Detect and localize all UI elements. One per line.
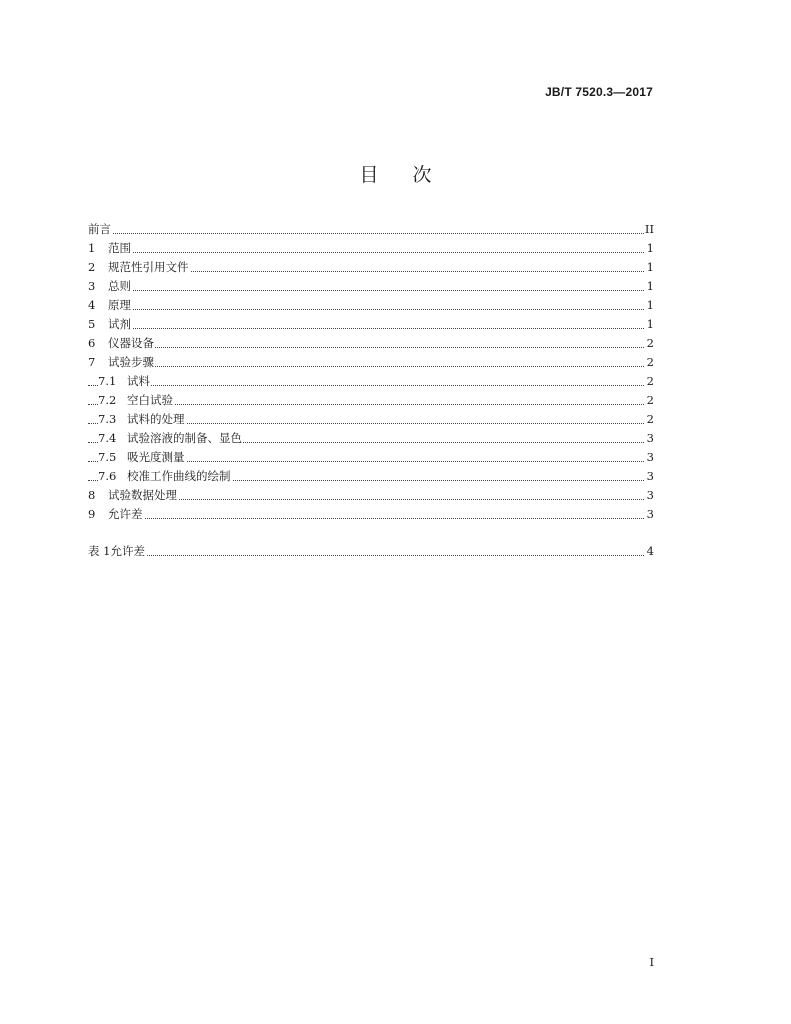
dot-leader [88, 233, 644, 234]
toc-entry-7-1[interactable] [88, 372, 654, 391]
toc-entry-label [88, 239, 132, 258]
dot-leader [88, 366, 644, 367]
standard-code: JB/T 7520.3—2017 [545, 85, 653, 99]
toc-entry-number: 7 [88, 355, 96, 369]
toc-entry-7-5[interactable] [88, 448, 654, 467]
toc-entry-3[interactable] [88, 277, 654, 296]
toc-entry-number: 表 1 [88, 544, 111, 558]
footer-page-number: I [649, 955, 654, 969]
toc-entry-text: 试验数据处理 [108, 488, 177, 502]
toc-entry-number: 7.5 [98, 450, 117, 464]
toc-entry-number: 3 [88, 279, 96, 293]
toc-entry-page: 1 [646, 296, 654, 315]
toc-entry-text: 试料的处理 [127, 412, 185, 426]
toc-entry-text: 试剂 [108, 317, 131, 331]
toc-entry-1[interactable] [88, 239, 654, 258]
toc-entry-number: 7.6 [98, 469, 117, 483]
toc-entry-number: 9 [88, 507, 96, 521]
toc-entry-page: 1 [646, 239, 654, 258]
toc-entry-text: 允许差 [110, 544, 145, 558]
toc-entry-text: 空白试验 [127, 393, 173, 407]
toc-entry-label [88, 542, 146, 561]
toc-entry-7-6[interactable] [88, 467, 654, 486]
toc-entry-text: 试料 [127, 374, 150, 388]
toc-entry-7[interactable] [88, 353, 654, 372]
dot-leader [88, 518, 644, 519]
toc-title [0, 160, 791, 187]
toc-entry-label [98, 391, 174, 410]
toc-entry-page: 3 [646, 486, 654, 505]
toc-entry-page: 4 [646, 542, 654, 561]
dot-leader [88, 328, 644, 329]
toc-entry-page: 3 [646, 429, 654, 448]
toc-entry-label [88, 486, 178, 505]
toc-entry-label [88, 277, 132, 296]
toc-entry-page: 3 [646, 505, 654, 524]
toc-entry-page: 1 [646, 277, 654, 296]
dot-leader [88, 385, 644, 386]
toc-entry-number: 7.1 [98, 374, 117, 388]
dot-leader [88, 347, 644, 348]
toc-entry-label [88, 220, 112, 239]
toc-entry-text: 试验步骤 [108, 355, 154, 369]
toc-entry-5[interactable] [88, 315, 654, 334]
toc-entry-text: 试验溶液的制备、显色 [127, 431, 242, 445]
toc-entry-text: 吸光度测量 [127, 450, 185, 464]
toc-entry-text: 原理 [108, 298, 131, 312]
toc-entry-label [88, 505, 144, 524]
toc-entry-label [88, 315, 132, 334]
table-of-contents [88, 220, 654, 561]
toc-entry-number: 7.3 [98, 412, 117, 426]
toc-entry-text: 规范性引用文件 [108, 260, 189, 274]
toc-entry-label [88, 258, 190, 277]
toc-entry-6[interactable] [88, 334, 654, 353]
toc-entry-foreword[interactable] [88, 220, 654, 239]
toc-entry-2[interactable] [88, 258, 654, 277]
toc-entry-text: 校准工作曲线的绘制 [127, 469, 231, 483]
toc-entry-4[interactable] [88, 296, 654, 315]
toc-entry-7-3[interactable] [88, 410, 654, 429]
toc-entry-page: 3 [646, 448, 654, 467]
toc-entry-7-4[interactable] [88, 429, 654, 448]
toc-entry-label [98, 429, 243, 448]
toc-entry-number: 1 [88, 241, 96, 255]
toc-entry-text: 前言 [88, 222, 111, 236]
dot-leader [88, 252, 644, 253]
toc-entry-number: 2 [88, 260, 96, 274]
toc-entry-label [98, 448, 186, 467]
dot-leader [88, 309, 644, 310]
toc-entry-number: 4 [88, 298, 96, 312]
toc-title-right: 次 [412, 164, 432, 186]
toc-entry-label [88, 334, 155, 353]
toc-entry-page: 3 [646, 467, 654, 486]
toc-title-left: 目 [359, 164, 379, 186]
toc-entry-7-2[interactable] [88, 391, 654, 410]
toc-entry-label [98, 467, 232, 486]
dot-leader [88, 290, 644, 291]
toc-entry-label [88, 296, 132, 315]
dot-leader [88, 555, 644, 556]
toc-entry-label [88, 353, 155, 372]
toc-entry-text: 允许差 [108, 507, 143, 521]
section-gap [88, 524, 654, 542]
toc-entry-number: 7.2 [98, 393, 117, 407]
toc-entry-text: 总则 [108, 279, 131, 293]
toc-entry-text: 范围 [108, 241, 131, 255]
toc-entry-text: 仪器设备 [108, 336, 154, 350]
toc-entry-label [98, 372, 151, 391]
toc-entry-number: 8 [88, 488, 96, 502]
toc-entry-number: 5 [88, 317, 96, 331]
toc-entry-page: 1 [646, 258, 654, 277]
toc-entry-table-1[interactable] [88, 542, 654, 561]
toc-entry-page: 2 [646, 353, 654, 372]
toc-entry-page: II [644, 220, 654, 239]
toc-entry-label [98, 410, 186, 429]
toc-entry-page: 2 [646, 372, 654, 391]
toc-entry-page: 2 [646, 410, 654, 429]
toc-entry-page: 1 [646, 315, 654, 334]
toc-entry-9[interactable] [88, 505, 654, 524]
toc-entry-number: 6 [88, 336, 96, 350]
toc-entry-page: 2 [646, 391, 654, 410]
toc-entry-page: 2 [646, 334, 654, 353]
toc-entry-8[interactable] [88, 486, 654, 505]
toc-entry-number: 7.4 [98, 431, 117, 445]
